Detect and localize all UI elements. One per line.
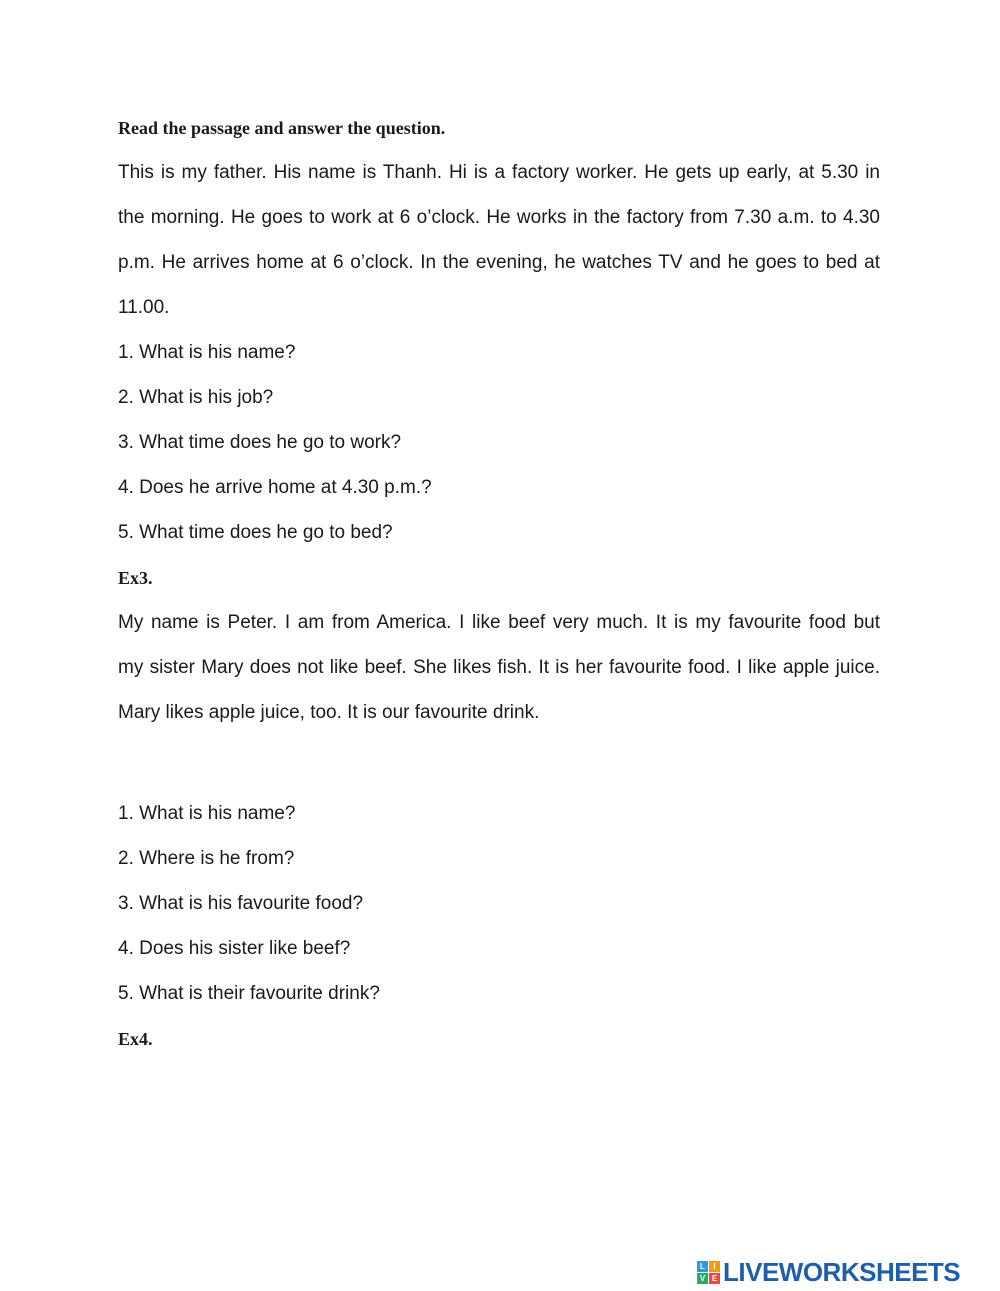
passage-line: 11.00. (118, 297, 170, 318)
exercise-heading: Ex4. (118, 1029, 153, 1049)
passage-line: My name is Peter. I am from America. I like beef very much. It is my favourite food but (118, 612, 880, 633)
passage-line: p.m. He arrives home at 6 o’clock. In the evening, he watches TV and he goes to bed at (118, 252, 880, 273)
logo-letter: L (697, 1261, 708, 1272)
question-item: 5. What is their favourite drink? (118, 983, 380, 1004)
question-item: 2. Where is he from? (118, 848, 295, 869)
question-item: 3. What is his favourite food? (118, 893, 364, 914)
question-item: 1. What is his name? (118, 803, 296, 824)
liveworksheets-logo[interactable] (697, 1258, 960, 1286)
logo-letter: I (709, 1261, 720, 1272)
question-item: 1. What is his name? (118, 342, 296, 363)
question-item: 3. What time does he go to work? (118, 432, 402, 453)
passage-line: This is my father. His name is Thanh. Hi is a factory worker. He gets up early, at 5.30 in (118, 162, 880, 183)
section-heading: Read the passage and answer the question. (118, 118, 446, 138)
passage-line: my sister Mary does not like beef. She likes fish. It is her favourite food. I like apple juice. (118, 657, 880, 678)
logo-letter: V (697, 1273, 708, 1284)
passage-line: Mary likes apple juice, too. It is our favourite drink. (118, 702, 540, 723)
logo-letter: E (709, 1273, 720, 1284)
logo-icon (697, 1261, 720, 1284)
question-item: 5. What time does he go to bed? (118, 522, 393, 543)
passage-line: the morning. He goes to work at 6 o’clock. He works in the factory from 7.30 a.m. to 4.30 (118, 207, 880, 228)
question-item: 2. What is his job? (118, 387, 274, 408)
question-item: 4. Does his sister like beef? (118, 938, 351, 959)
exercise-heading: Ex3. (118, 568, 153, 588)
question-item: 4. Does he arrive home at 4.30 p.m.? (118, 477, 432, 498)
logo-text: LIVEWORKSHEETS (723, 1256, 961, 1287)
